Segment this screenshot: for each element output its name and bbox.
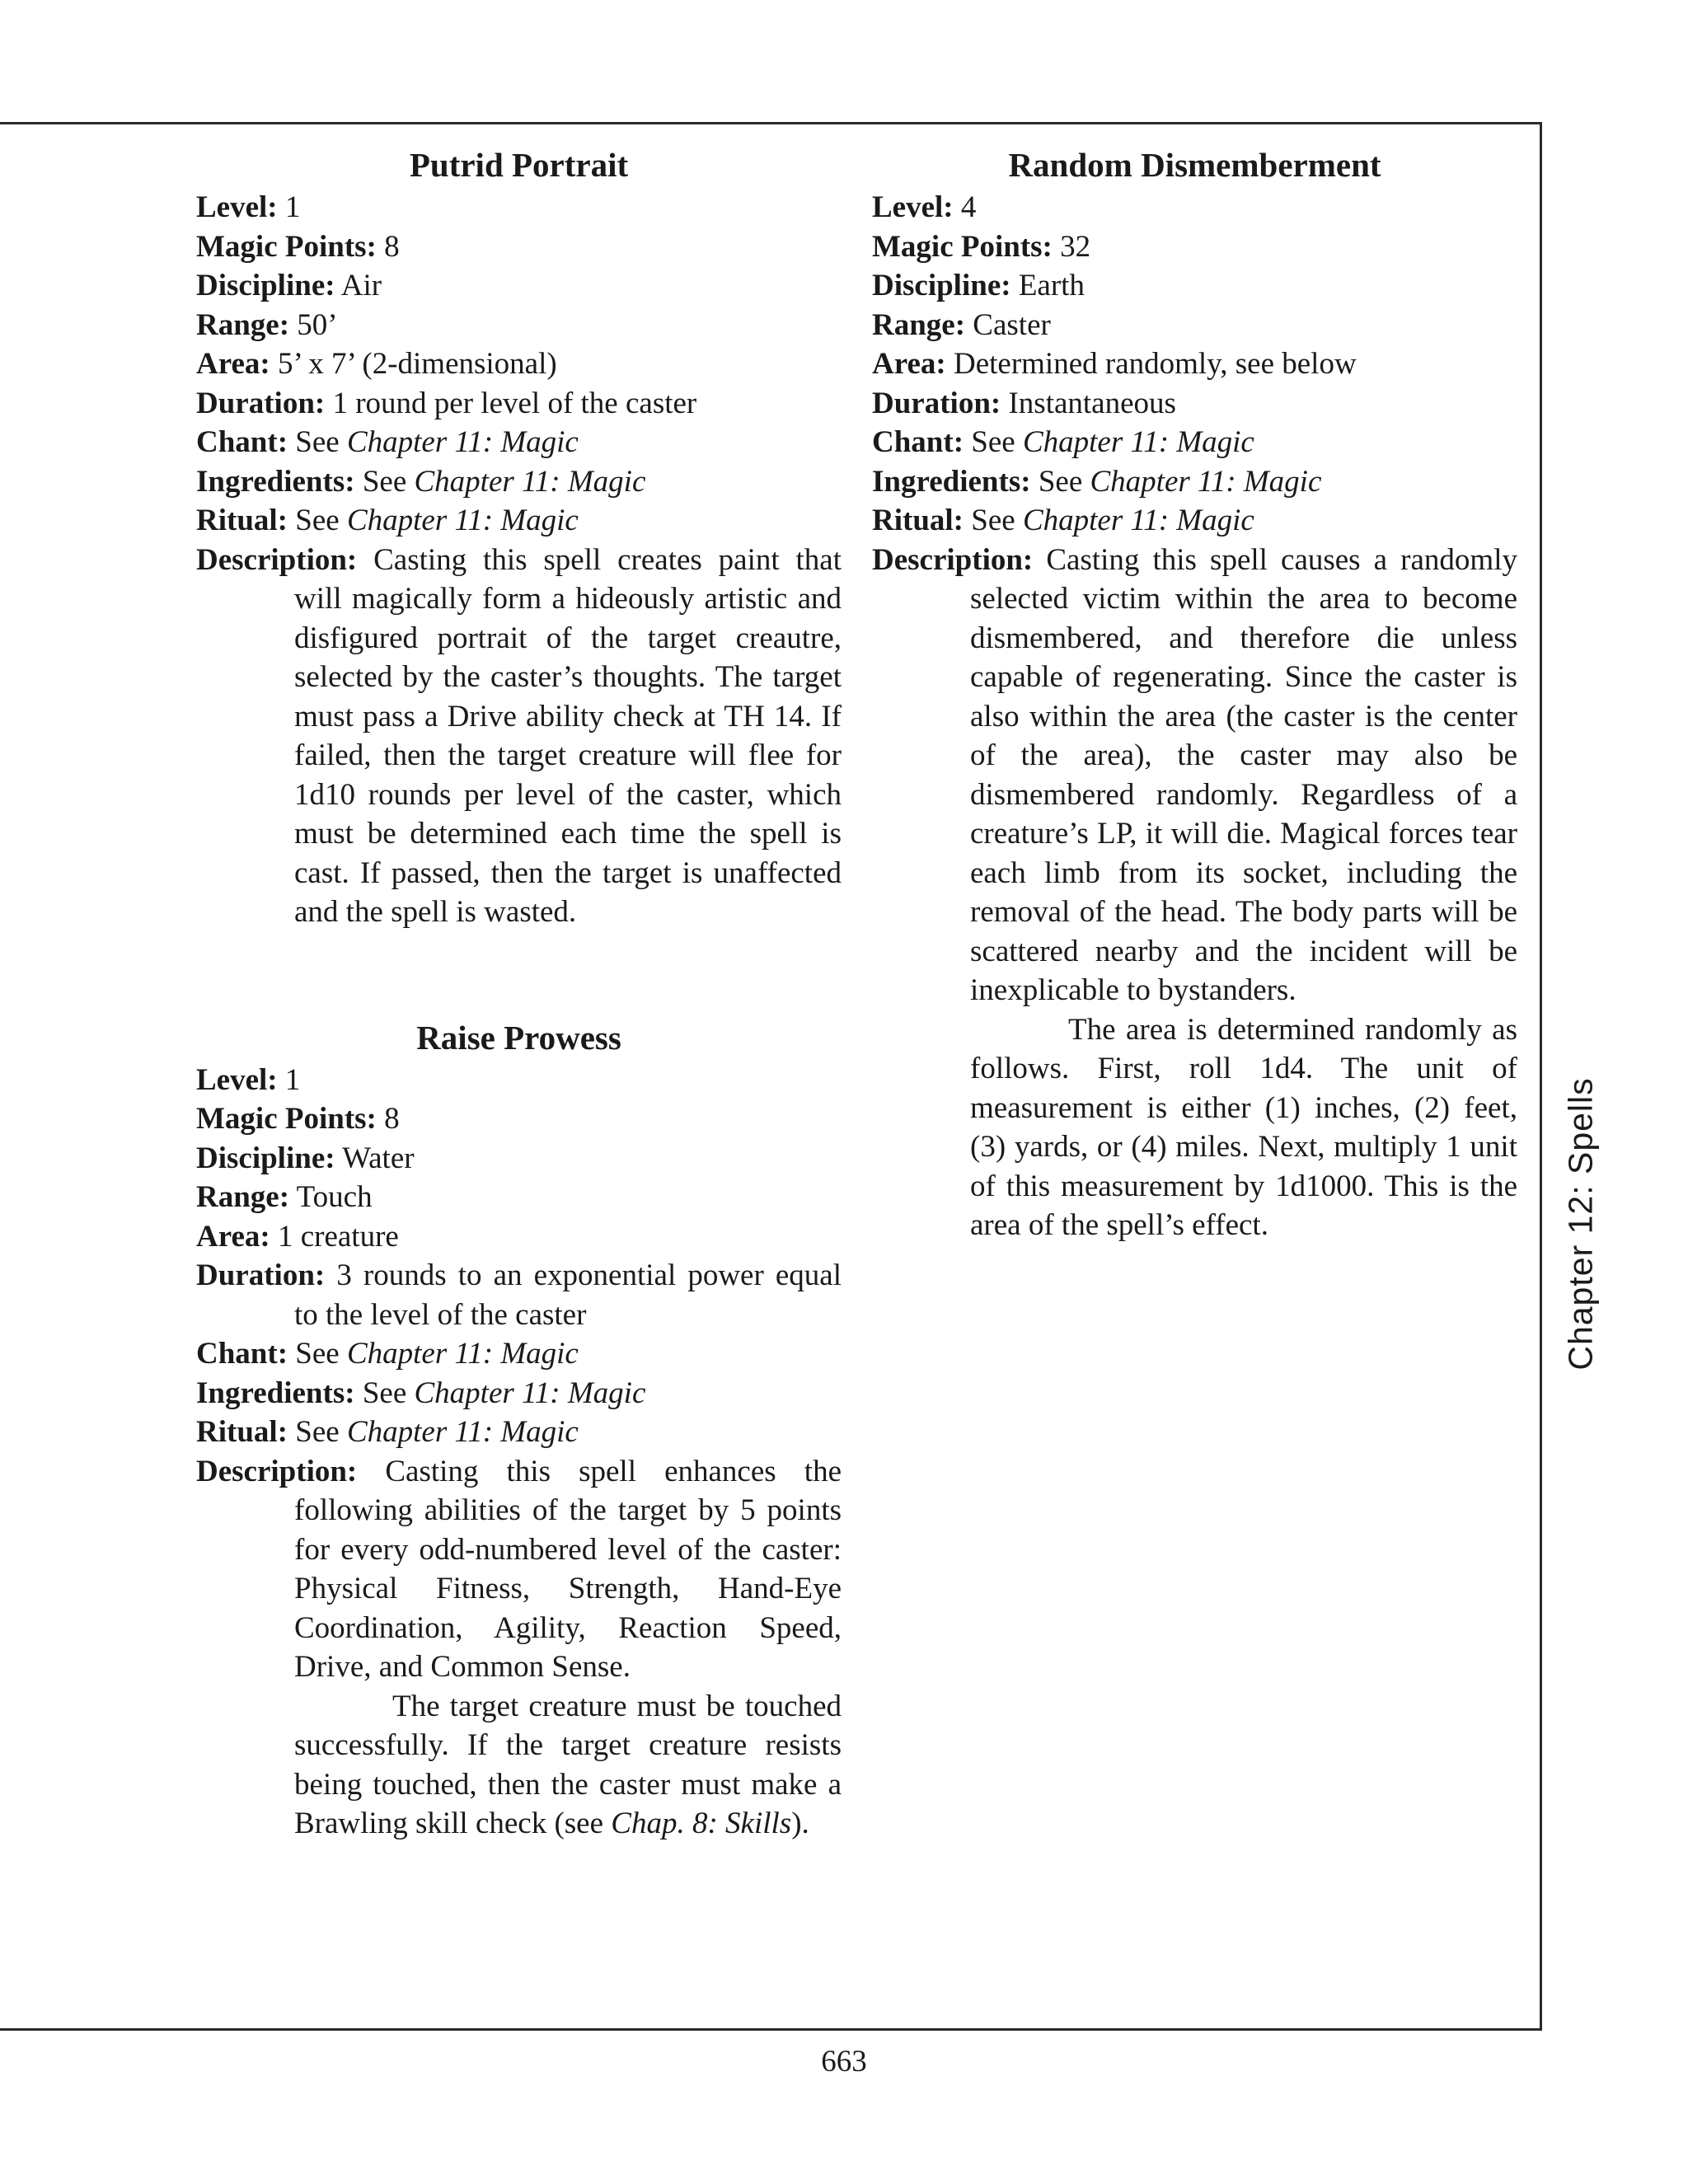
field-description xyxy=(196,541,842,932)
field-label: Ingredients: xyxy=(196,1376,355,1410)
field-ritual xyxy=(196,501,842,541)
field-range xyxy=(872,306,1517,345)
paragraph-text: The target creature must be touched successfully. If the target creature resists being touched, then the caster must make a Brawling skill check (see xyxy=(294,1689,842,1840)
field-value: Determined randomly, see below xyxy=(953,347,1357,381)
description-text: Casting this spell creates paint that will magically form a hideously artistic and disfigured portrait of the target creautre, selected by the caster’s thoughts. The target must pass a Drive ability check at TH 14. If failed, then the target creature will flee for 1d10 rounds per level of the caster, which must be determined each time the spell is cast. If passed, then the target is unaffected and the spell is wasted. xyxy=(294,542,842,929)
field-see: See xyxy=(971,425,1015,459)
field-discipline xyxy=(196,1139,842,1179)
field-label: Ritual: xyxy=(872,504,964,537)
field-level xyxy=(872,188,1517,227)
field-area xyxy=(196,344,842,384)
chapter-reference: Chapter 11: Magic xyxy=(414,464,646,499)
field-label: Magic Points: xyxy=(196,1102,377,1136)
field-value: 4 xyxy=(960,190,977,224)
field-label: Magic Points: xyxy=(872,229,1053,264)
field-duration xyxy=(872,384,1517,424)
field-value: Caster xyxy=(973,307,1051,342)
page-frame-top xyxy=(0,122,1542,124)
field-label: Level: xyxy=(196,190,278,224)
field-label: Range: xyxy=(196,307,290,342)
description-text: Casting this spell causes a randomly selected victim within the area to become dismembered, and therefore die unless capable of regenerating. Since the caster is also within the area (the caster is the center of the area), the caster may also be dismembered randomly. Regardless of a creature’s LP, it will die. Magical forces tear each limb from its socket, including the removal of the head. The body parts will be scattered nearby and the incident will be inexplicable to bystanders. xyxy=(970,542,1517,1007)
spell-title: Raise Prowess xyxy=(416,1018,621,1057)
paragraph-text-end: ). xyxy=(791,1807,809,1840)
spell-raise-prowess xyxy=(196,1015,842,1844)
chapter-reference: Chapter 11: Magic xyxy=(346,425,579,459)
field-see: See xyxy=(362,464,407,499)
field-label: Chant: xyxy=(196,1337,288,1371)
field-magic-points xyxy=(196,1099,842,1139)
field-discipline xyxy=(196,266,842,306)
field-range xyxy=(196,1178,842,1217)
field-label: Chant: xyxy=(872,425,964,459)
field-label: Level: xyxy=(196,1062,278,1097)
right-column xyxy=(872,142,1517,1245)
field-range xyxy=(196,306,842,345)
chapter-reference: Chapter 11: Magic xyxy=(1022,425,1254,459)
chapter-reference: Chapter 11: Magic xyxy=(346,504,579,537)
field-magic-points xyxy=(872,227,1517,267)
field-label: Description: xyxy=(872,542,1034,577)
field-value: 1 round per level of the caster xyxy=(332,386,697,420)
field-label: Discipline: xyxy=(196,269,335,302)
field-value: 1 creature xyxy=(277,1219,399,1254)
field-value: 1 xyxy=(284,190,301,224)
field-label: Chant: xyxy=(196,425,288,459)
page-frame-right xyxy=(1540,122,1542,2031)
spell-random-dismemberment xyxy=(872,142,1517,1245)
field-value: 8 xyxy=(384,1102,400,1136)
field-see: See xyxy=(295,425,340,459)
field-label: Duration: xyxy=(872,386,1001,420)
field-label: Discipline: xyxy=(196,1141,335,1175)
description-paragraph-2 xyxy=(196,1687,842,1844)
field-label: Range: xyxy=(196,1180,290,1214)
field-label: Description: xyxy=(196,1454,358,1488)
field-label: Description: xyxy=(196,542,358,577)
field-label: Ritual: xyxy=(196,504,288,537)
field-area xyxy=(196,1217,842,1257)
field-ingredients xyxy=(196,1374,842,1413)
field-see: See xyxy=(362,1376,407,1410)
field-see: See xyxy=(295,1415,340,1449)
field-value: 1 xyxy=(284,1062,301,1097)
field-ingredients xyxy=(872,462,1517,502)
field-label: Area: xyxy=(196,347,270,381)
field-label: Area: xyxy=(872,347,946,381)
field-label: Magic Points: xyxy=(196,229,377,264)
field-level xyxy=(196,188,842,227)
field-label: Level: xyxy=(872,190,954,224)
field-value: Water xyxy=(342,1141,415,1175)
field-value: 8 xyxy=(384,229,400,264)
page-frame-bottom xyxy=(0,2028,1542,2031)
field-see: See xyxy=(295,1337,340,1371)
field-see: See xyxy=(295,504,340,537)
field-discipline xyxy=(872,266,1517,306)
field-area xyxy=(872,344,1517,384)
chapter-reference: Chapter 11: Magic xyxy=(1090,464,1322,499)
field-description xyxy=(872,541,1517,1010)
field-see: See xyxy=(971,504,1015,537)
field-duration xyxy=(196,1256,842,1334)
chapter-reference: Chapter 11: Magic xyxy=(414,1376,646,1410)
field-label: Ingredients: xyxy=(872,464,1031,499)
field-label: Ritual: xyxy=(196,1415,288,1449)
field-value: 5’ x 7’ (2-dimensional) xyxy=(277,347,557,381)
field-chant xyxy=(196,423,842,462)
field-value: Instantaneous xyxy=(1008,386,1176,420)
field-label: Range: xyxy=(872,307,966,342)
chapter-reference: Chapter 11: Magic xyxy=(1022,504,1254,537)
field-ritual xyxy=(196,1413,842,1452)
description-paragraph-2 xyxy=(872,1010,1517,1245)
field-see: See xyxy=(1038,464,1083,499)
description-text: Casting this spell enhances the following abilities of the target by 5 points for every odd-numbered level of the caster: Physical Fitness, Strength, Hand-Eye Coordination, Agility, Reaction Speed, Drive, and Common Sense. xyxy=(294,1454,842,1684)
chapter-reference: Chapter 11: Magic xyxy=(346,1337,579,1371)
field-duration xyxy=(196,384,842,424)
field-ingredients xyxy=(196,462,842,502)
field-value: Air xyxy=(340,269,382,302)
field-description xyxy=(196,1452,842,1687)
chapter-reference: Chapter 11: Magic xyxy=(346,1415,579,1449)
field-label: Area: xyxy=(196,1219,270,1254)
paragraph-text: The area is determined randomly as follows. First, roll 1d4. The unit of measurement is either (1) inches, (2) feet, (3) yards, or (4) miles. Next, multiply 1 unit of this measurement by 1d1000. This is the area of the spell’s effect. xyxy=(970,1012,1517,1242)
spell-title: Putrid Portrait xyxy=(409,146,629,184)
field-ritual xyxy=(872,501,1517,541)
field-value: Earth xyxy=(1018,269,1085,302)
field-label: Discipline: xyxy=(872,269,1011,302)
page-number: 663 xyxy=(821,2045,867,2079)
field-label: Ingredients: xyxy=(196,464,355,499)
spell-title: Random Dismemberment xyxy=(1008,146,1381,184)
field-label: Duration: xyxy=(196,386,326,420)
field-value: 50’ xyxy=(297,307,338,342)
chapter-reference: Chap. 8: Skills xyxy=(611,1807,792,1840)
field-level xyxy=(196,1061,842,1100)
spell-putrid-portrait xyxy=(196,142,842,932)
field-label: Duration: xyxy=(196,1258,326,1292)
chapter-side-label: Chapter 12: Spells xyxy=(1561,1077,1600,1371)
left-column xyxy=(196,142,842,1844)
field-chant xyxy=(196,1334,842,1374)
field-value: Touch xyxy=(296,1180,373,1214)
field-magic-points xyxy=(196,227,842,267)
field-chant xyxy=(872,423,1517,462)
field-value: 3 rounds to an exponential power equal to the level of the caster xyxy=(294,1258,842,1332)
field-value: 32 xyxy=(1060,229,1091,264)
